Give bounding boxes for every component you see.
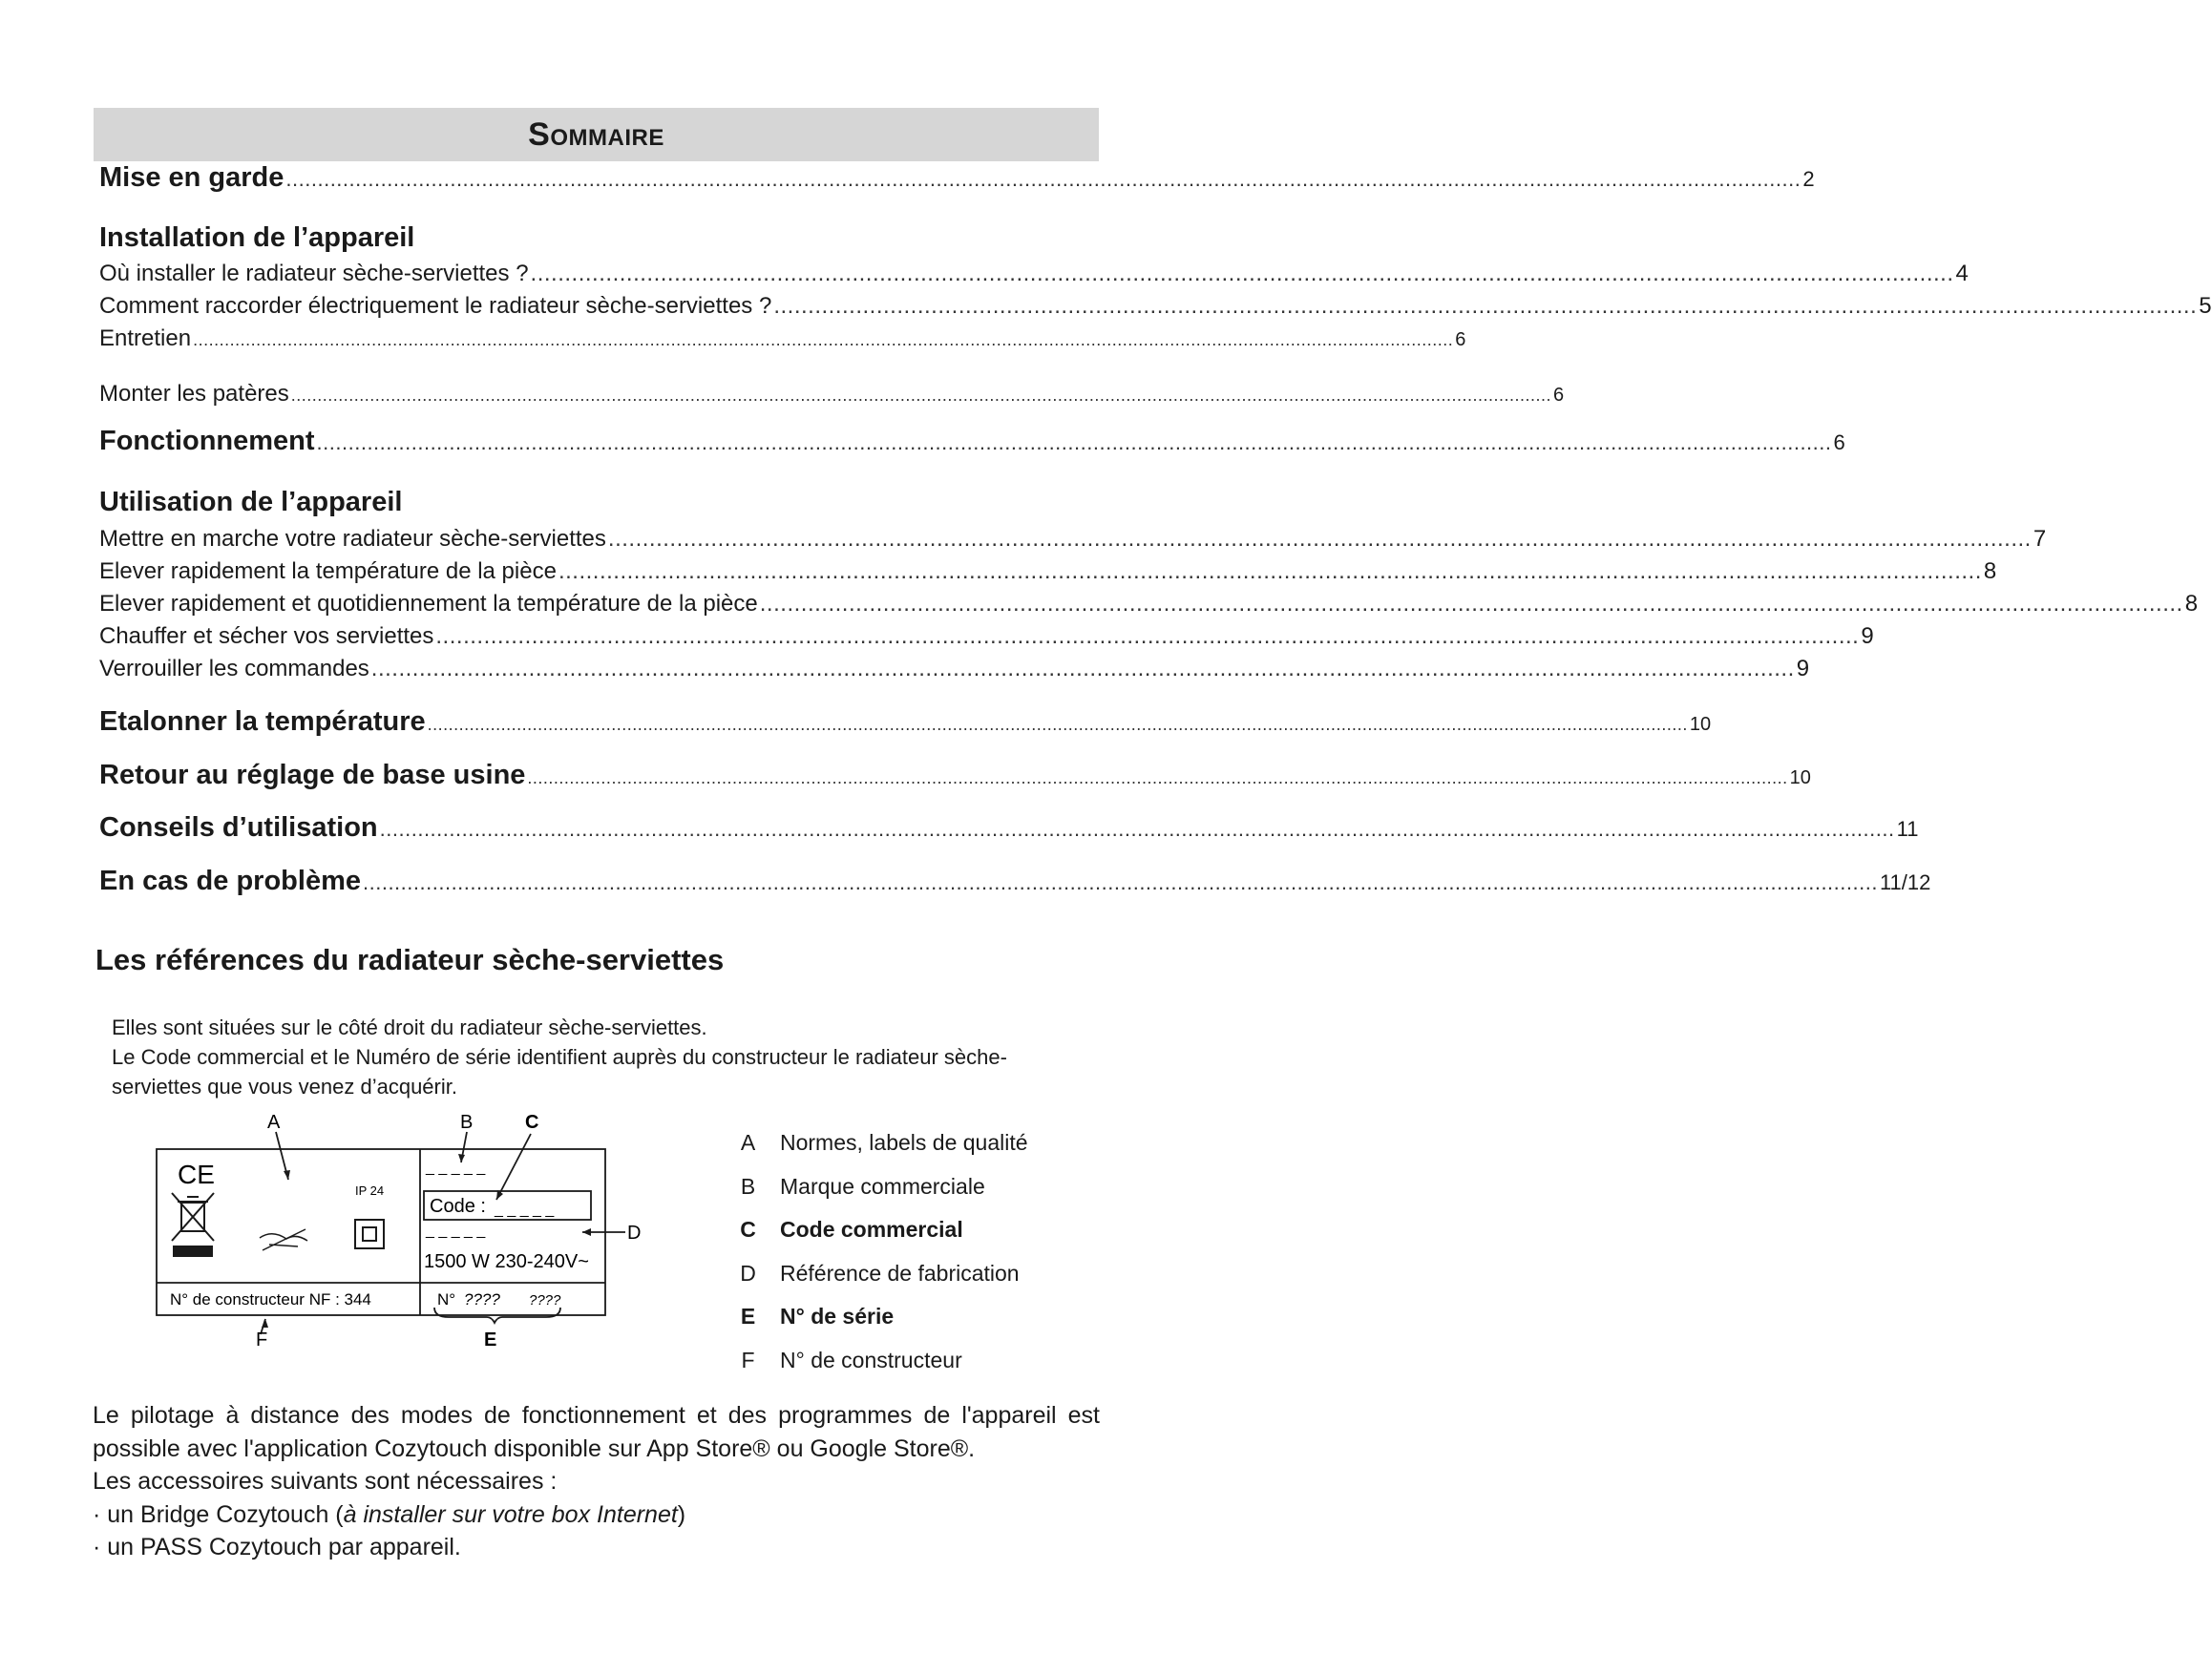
toc-retour [99,760,1811,791]
toc-page: 5 [2199,293,2212,319]
section-heading: Installation de l’appareil [99,222,415,253]
callout-e: E [484,1330,497,1350]
toc-conseils [99,812,1919,844]
bullet-text: ) [677,1500,686,1528]
section-heading: Utilisation de l’appareil [99,487,403,517]
power-rating: 1500 W 230-240V~ [424,1251,589,1272]
legend-text: Référence de fabrication [780,1260,1020,1286]
legend-item [727,1208,1090,1252]
toc-label: En cas de problème [99,866,361,896]
legend-item [727,1165,1090,1209]
legend-letter: C [740,1217,756,1243]
toc-entry[interactable] [99,261,1969,293]
brand-placeholder: _ _ _ _ _ [426,1160,486,1176]
toc-label: Mettre en marche votre radiateur sèche-serviettes [99,526,606,552]
callout-b: B [460,1112,474,1133]
toc-label: Monter les patères [99,381,289,407]
toc-entry[interactable] [99,591,2199,623]
ce-mark-icon: CE [178,1160,215,1189]
toc-label: Fonctionnement [99,426,315,456]
toc-entry[interactable] [99,325,1466,358]
callout-f: F [256,1330,268,1350]
legend-text: Marque commerciale [780,1173,985,1199]
toc-leader: ................................................................................................................................................................................................................ [370,656,1795,681]
toc-leader: ................................................................................................................................................................................................................................................ [427,715,1688,734]
plate-legend [727,1121,1090,1382]
toc-utilisation-items [99,526,2199,688]
toc-entry[interactable] [99,426,1845,457]
rating-plate-diagram [143,1107,659,1365]
legend-letter: D [740,1260,756,1286]
toc-entry[interactable] [99,293,2212,325]
toc-label: Conseils d’utilisation [99,812,378,843]
toc-leader: ................................................................................................................................................................................................................................................ [290,386,1551,405]
serial-prefix: N° [437,1290,456,1309]
toc-entry[interactable] [99,526,2047,558]
legend-item [727,1339,1090,1383]
toc-leader: ................................................................................................................................................................................................................ [530,261,1954,286]
toc-entry[interactable] [99,760,1811,791]
weee-bin-icon [172,1193,214,1256]
toc-leader: ................................................................................................................................................................................................................................................ [316,430,1832,454]
toc-entry[interactable] [99,162,1815,194]
toc-installation-items [99,261,2212,358]
toc-label: Retour au réglage de base usine [99,760,526,790]
toc-etalonner [99,706,1712,738]
callout-a: A [267,1112,281,1133]
cozytouch-paragraph: Le pilotage à distance des modes de fonctionnement et des programmes de l'appareil est possible avec l'application Cozytouch disponible sur App Store® ou Google Store®. [93,1402,1100,1462]
serial-value-1: ???? [464,1290,500,1309]
toc-page: 4 [1955,261,1969,286]
towel-symbol-icon [260,1229,307,1250]
toc-page: 9 [1861,623,1874,649]
cozytouch-section [93,1399,1100,1564]
toc-leader: ................................................................................................................................................................................................................ [435,623,1860,649]
legend-item [727,1121,1090,1165]
legend-letter: A [740,1130,756,1156]
cozytouch-bridge-item [93,1498,1100,1532]
toc-section-utilisation [99,487,1077,518]
cozytouch-requirements: Les accessoires suivants sont nécessaires : [93,1468,558,1495]
toc-page: 10 [1789,767,1811,788]
toc-entry[interactable] [99,706,1712,738]
legend-letter: F [741,1347,755,1372]
callout-c: C [525,1112,539,1133]
toc-leader: ................................................................................................................................................................................................................................................ [193,330,1454,349]
cozytouch-pass-item: · un PASS Cozytouch par appareil. [93,1534,461,1560]
toc-installation-extra [99,381,1565,413]
toc-page: 9 [1796,656,1810,681]
toc-page: 2 [1802,167,1815,191]
constructor-number: N° de constructeur NF : 344 [170,1290,371,1309]
toc-page: 10 [1689,714,1712,735]
toc-label: Où installer le radiateur sèche-serviettes ? [99,261,529,286]
toc-leader: ................................................................................................................................................................................................................................................ [379,817,1895,841]
toc-leader: ................................................................................................................................................................................................................................................ [285,167,1801,191]
legend-text: N° de série [780,1304,895,1330]
bullet-emphasis: à installer sur votre box Internet [343,1500,678,1528]
toc-entry[interactable] [99,866,1931,897]
code-label: Code : [430,1196,486,1217]
toc-page: 8 [2184,591,2199,617]
toc-entry[interactable] [99,381,1565,413]
bullet-text: · un Bridge Cozytouch ( [93,1500,344,1528]
toc-leader: ................................................................................................................................................................................................................ [759,591,2183,617]
toc-entry[interactable] [99,812,1919,844]
legend-letter: E [740,1304,756,1330]
toc-label: Mise en garde [99,162,284,193]
callout-d: D [627,1223,642,1244]
code-placeholder: _ _ _ _ _ [495,1202,555,1218]
toc-page: 7 [2033,526,2047,552]
toc-page: 11/12 [1879,870,1931,894]
toc-entry[interactable] [99,623,1874,656]
legend-text: Normes, labels de qualité [780,1130,1028,1156]
toc-leader: ................................................................................................................................................................................................................................................ [527,768,1788,787]
title-banner [94,108,1099,161]
toc-leader: ................................................................................................................................................................................................................................................ [363,870,1878,894]
ip-rating-label: IP 24 [355,1183,385,1198]
toc-mise-en-garde [99,162,1815,194]
toc-page: 8 [1983,558,1997,584]
legend-item [727,1252,1090,1296]
legend-letter: B [740,1173,756,1199]
serial-value-2: ???? [529,1292,561,1309]
toc-section-installation [99,222,1077,254]
page-title: Sommaire [528,116,664,153]
toc-page: 6 [1553,385,1565,406]
toc-entry[interactable] [99,558,1997,591]
toc-probleme [99,866,1931,897]
toc-label: Entretien [99,325,192,351]
legend-text: Code commercial [780,1217,963,1243]
toc-fonctionnement [99,426,1845,457]
legend-text: N° de constructeur [780,1347,962,1372]
toc-leader: ................................................................................................................................................................................................................ [607,526,2032,552]
references-intro [112,1013,1095,1101]
references-heading: Les références du radiateur sèche-serviettes [95,943,725,976]
legend-item [727,1295,1090,1339]
toc-page: 6 [1455,329,1466,350]
toc-label: Etalonner la température [99,706,426,737]
intro-line: Le Code commercial et le Numéro de série identifient auprès du constructeur le radiateur sèche-serviettes que vous venez d’acquérir. [112,1045,1007,1099]
toc-label: Elever rapidement la température de la pièce [99,558,557,584]
toc-label: Chauffer et sécher vos serviettes [99,623,434,649]
toc-page: 6 [1833,430,1845,454]
fabrication-placeholder: _ _ _ _ _ [426,1223,486,1239]
toc-leader: ................................................................................................................................................................................................................ [558,558,1982,584]
toc-label: Elever rapidement et quotidiennement la température de la pièce [99,591,758,617]
toc-label: Verrouiller les commandes [99,656,369,681]
toc-page: 11 [1896,817,1919,841]
intro-line: Elles sont situées sur le côté droit du radiateur sèche-serviettes. [112,1015,707,1039]
toc-leader: ................................................................................................................................................................................................................ [773,293,2198,319]
class-ii-icon [355,1220,384,1248]
toc-label: Comment raccorder électriquement le radiateur sèche-serviettes ? [99,293,772,319]
toc-entry[interactable] [99,656,1810,688]
